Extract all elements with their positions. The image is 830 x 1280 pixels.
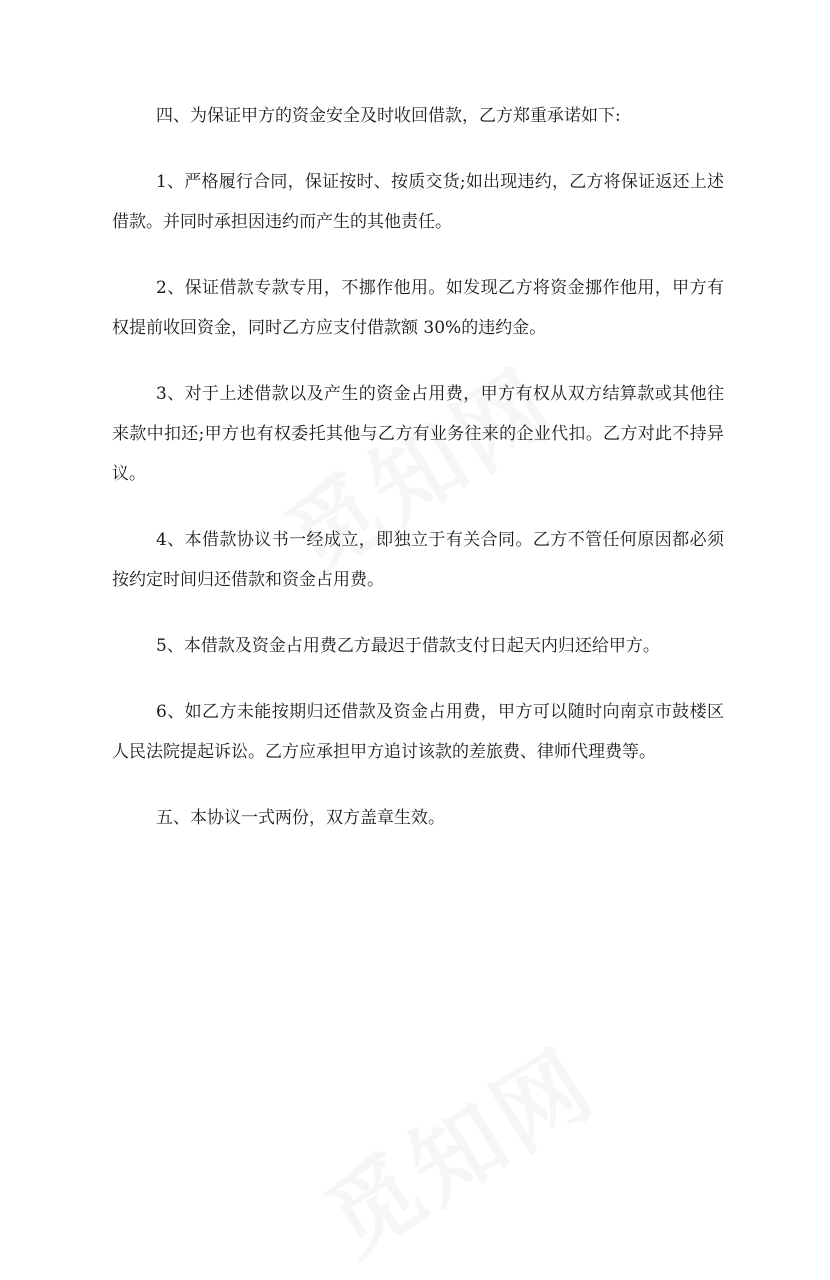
clause-3: 3、对于上述借款以及产生的资金占用费，甲方有权从双方结算款或其他往来款中扣还;甲方也有权委托其他与乙方有业务往来的企业代扣。乙方对此不持异议。	[112, 384, 724, 484]
clause-1: 1、严格履行合同，保证按时、按质交货;如出现违约，乙方将保证返还上述借款。并同时承担因违约而产生的其他责任。	[112, 172, 724, 232]
section-four-heading: 四、为保证甲方的资金安全及时收回借款，乙方郑重承诺如下:	[156, 106, 621, 126]
watermark-lower	[297, 1012, 616, 1280]
clause-5: 5、本借款及资金占用费乙方最迟于借款支付日起天内归还给甲方。	[156, 636, 660, 656]
section-five-heading: 五、本协议一式两份，双方盖章生效。	[156, 808, 445, 828]
clause-2: 2、保证借款专款专用，不挪作他用。如发现乙方将资金挪作他用，甲方有权提前收回资金，同时乙方应支付借款额 30%的违约金。	[112, 278, 724, 338]
document-body	[112, 96, 724, 864]
clause-4: 4、本借款协议书一经成立，即独立于有关合同。乙方不管任何原因都必须按约定时间归还借款和资金占用费。	[112, 530, 724, 590]
clause-6: 6、如乙方未能按期归还借款及资金占用费，甲方可以随时向南京市鼓楼区人民法院提起诉讼。乙方应承担甲方追讨该款的差旅费、律师代理费等。	[112, 702, 724, 762]
